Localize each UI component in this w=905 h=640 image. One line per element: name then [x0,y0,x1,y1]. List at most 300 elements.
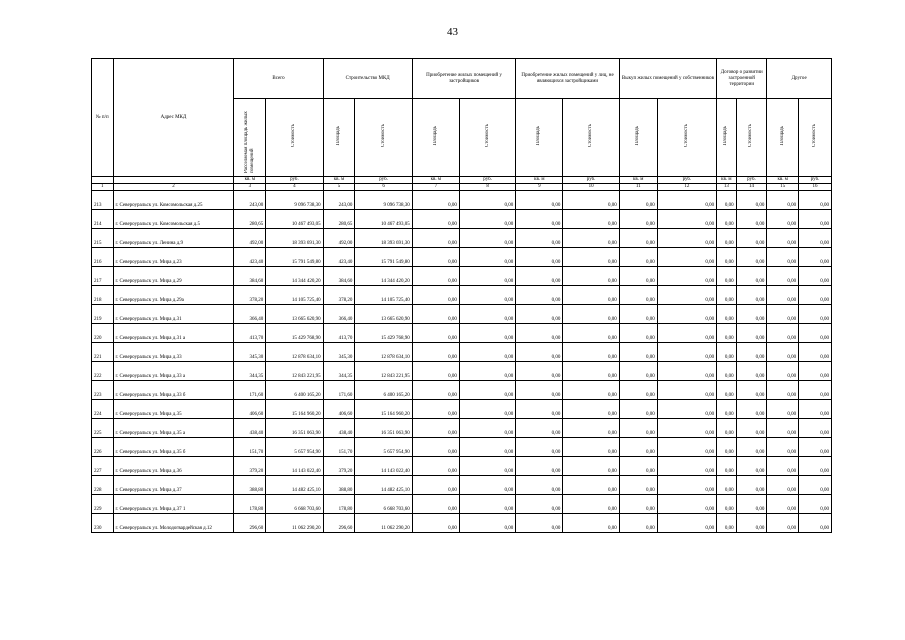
row-total-area: 151,70 [234,438,266,457]
row-zero-cost: 0,00 [736,362,767,381]
header-sub-2 [323,99,355,177]
row-total-cost: 14 143 022,40 [266,457,323,476]
row-zero-cost: 0,00 [657,514,716,533]
row-number: 224 [92,400,114,419]
header-address: Адрес МКД [113,59,234,177]
row-construction-area: 492,00 [323,229,355,248]
row-zero-area: 0,00 [717,267,736,286]
row-zero-cost: 0,00 [657,210,716,229]
row-zero-cost: 0,00 [657,362,716,381]
row-zero-area: 0,00 [412,229,459,248]
row-total-area: 423,40 [234,248,266,267]
row-zero-area: 0,00 [767,267,799,286]
row-zero-cost: 0,00 [563,400,619,419]
table-row [92,476,832,495]
row-construction-area: 280,65 [323,210,355,229]
row-total-area: 296,60 [234,514,266,533]
row-zero-cost: 0,00 [459,229,515,248]
header-sub-label: Площадь [536,126,542,146]
row-zero-cost: 0,00 [563,286,619,305]
row-zero-cost: 0,00 [657,438,716,457]
row-zero-area: 0,00 [767,362,799,381]
header-group-4: Выкуп жилых помещений у собственников [619,59,716,99]
table-row [92,324,832,343]
row-construction-area: 379,20 [323,457,355,476]
column-number: 4 [266,184,323,191]
row-construction-cost: 10 467 493,05 [355,210,412,229]
row-total-cost: 12 843 221,95 [266,362,323,381]
header-sub-3 [355,99,412,177]
row-address: г. Североуральск ул. Мира д.31 а [113,324,234,343]
table-row [92,305,832,324]
row-construction-cost: 12 878 634,10 [355,343,412,362]
row-construction-cost: 5 657 954,90 [355,438,412,457]
row-zero-cost: 0,00 [736,400,767,419]
row-zero-cost: 0,00 [563,343,619,362]
header-group-6: Другое [767,59,832,99]
row-construction-area: 388,80 [323,476,355,495]
unit-cell: кв. м [234,177,266,184]
header-sub-label: Стоимость [380,124,386,148]
header-sub-label: Площадь [723,126,729,146]
row-zero-cost: 0,00 [799,457,832,476]
unit-cell [113,177,234,184]
row-zero-area: 0,00 [516,191,563,210]
row-zero-area: 0,00 [717,476,736,495]
row-zero-cost: 0,00 [657,419,716,438]
row-zero-area: 0,00 [717,286,736,305]
row-zero-cost: 0,00 [799,286,832,305]
row-total-area: 280,65 [234,210,266,229]
row-zero-cost: 0,00 [459,419,515,438]
row-zero-area: 0,00 [412,324,459,343]
row-number: 213 [92,191,114,210]
row-zero-cost: 0,00 [459,191,515,210]
column-number: 3 [234,184,266,191]
row-construction-area: 406,60 [323,400,355,419]
row-zero-cost: 0,00 [563,191,619,210]
unit-cell: кв. м [767,177,799,184]
row-zero-area: 0,00 [717,457,736,476]
row-address: г. Североуральск ул. Мира д.35 а [113,419,234,438]
row-zero-area: 0,00 [767,400,799,419]
row-zero-cost: 0,00 [799,191,832,210]
row-zero-area: 0,00 [767,324,799,343]
row-zero-area: 0,00 [717,400,736,419]
unit-cell: руб. [563,177,619,184]
row-address: г. Североуральск ул. Комсомольская д.5 [113,210,234,229]
header-num: № п/п [92,59,114,177]
header-sub-7 [563,99,619,177]
header-sub-label: Стоимость [812,124,818,148]
row-zero-area: 0,00 [619,305,657,324]
row-zero-area: 0,00 [767,476,799,495]
row-total-area: 366,40 [234,305,266,324]
row-zero-area: 0,00 [619,191,657,210]
row-zero-area: 0,00 [717,438,736,457]
row-total-cost: 15 791 549,80 [266,248,323,267]
row-number: 218 [92,286,114,305]
row-zero-cost: 0,00 [736,343,767,362]
row-zero-area: 0,00 [767,438,799,457]
row-zero-cost: 0,00 [799,229,832,248]
column-number: 8 [459,184,515,191]
row-zero-cost: 0,00 [799,343,832,362]
row-zero-cost: 0,00 [657,229,716,248]
column-number: 5 [323,184,355,191]
row-zero-cost: 0,00 [459,343,515,362]
row-total-area: 171,60 [234,381,266,400]
row-zero-cost: 0,00 [563,362,619,381]
row-zero-cost: 0,00 [657,248,716,267]
unit-cell: руб. [736,177,767,184]
row-zero-cost: 0,00 [799,495,832,514]
row-total-area: 378,20 [234,286,266,305]
row-zero-cost: 0,00 [657,343,716,362]
row-zero-cost: 0,00 [799,305,832,324]
table-row [92,457,832,476]
row-number: 228 [92,476,114,495]
row-zero-cost: 0,00 [459,267,515,286]
table-row [92,343,832,362]
row-zero-cost: 0,00 [657,305,716,324]
header-sub-10 [717,99,736,177]
row-zero-area: 0,00 [619,514,657,533]
row-number: 217 [92,267,114,286]
row-zero-cost: 0,00 [657,476,716,495]
row-zero-area: 0,00 [717,305,736,324]
row-zero-cost: 0,00 [799,210,832,229]
row-address: г. Североуральск ул. Мира д.33 [113,343,234,362]
row-construction-area: 384,60 [323,267,355,286]
row-zero-area: 0,00 [516,267,563,286]
row-zero-cost: 0,00 [799,400,832,419]
unit-cell: кв. м [323,177,355,184]
row-zero-cost: 0,00 [563,438,619,457]
header-sub-label: Стоимость [291,124,297,148]
row-zero-cost: 0,00 [799,362,832,381]
header-group-3: Приобретение жилых помещений у лиц, не являющихся застройщиками [516,59,620,99]
row-construction-area: 438,40 [323,419,355,438]
row-zero-cost: 0,00 [563,495,619,514]
column-number: 12 [657,184,716,191]
row-zero-cost: 0,00 [459,305,515,324]
row-total-cost: 15 164 960,20 [266,400,323,419]
row-zero-cost: 0,00 [657,381,716,400]
row-total-cost: 14 482 425,10 [266,476,323,495]
row-zero-area: 0,00 [516,343,563,362]
row-zero-area: 0,00 [767,343,799,362]
row-zero-area: 0,00 [717,343,736,362]
row-address: г. Североуральск ул. Мира д.35 [113,400,234,419]
row-zero-area: 0,00 [767,286,799,305]
row-construction-area: 178,80 [323,495,355,514]
row-zero-area: 0,00 [717,210,736,229]
row-number: 221 [92,343,114,362]
row-zero-cost: 0,00 [736,495,767,514]
row-zero-cost: 0,00 [657,286,716,305]
row-construction-cost: 15 429 768,90 [355,324,412,343]
row-zero-cost: 0,00 [657,324,716,343]
row-zero-cost: 0,00 [657,400,716,419]
row-total-cost: 9 096 738,30 [266,191,323,210]
unit-cell: руб. [355,177,412,184]
row-zero-area: 0,00 [619,362,657,381]
row-zero-cost: 0,00 [563,324,619,343]
row-zero-area: 0,00 [412,438,459,457]
row-zero-cost: 0,00 [563,381,619,400]
row-zero-area: 0,00 [767,305,799,324]
header-sub-8 [619,99,657,177]
row-zero-cost: 0,00 [799,248,832,267]
row-zero-cost: 0,00 [563,457,619,476]
row-zero-area: 0,00 [516,419,563,438]
row-zero-cost: 0,00 [799,514,832,533]
row-number: 225 [92,419,114,438]
column-number: 9 [516,184,563,191]
row-construction-cost: 13 665 620,90 [355,305,412,324]
row-construction-cost: 16 351 063,90 [355,419,412,438]
row-zero-cost: 0,00 [736,324,767,343]
row-zero-area: 0,00 [516,495,563,514]
row-zero-area: 0,00 [516,305,563,324]
row-zero-cost: 0,00 [736,476,767,495]
row-total-cost: 6 400 165,20 [266,381,323,400]
table-row [92,400,832,419]
table-row [92,438,832,457]
row-address: г. Североуральск ул. Мира д.29а [113,286,234,305]
row-zero-area: 0,00 [412,495,459,514]
row-number: 214 [92,210,114,229]
row-total-area: 379,20 [234,457,266,476]
row-total-cost: 18 393 691,30 [266,229,323,248]
unit-cell: руб. [657,177,716,184]
row-zero-area: 0,00 [717,381,736,400]
row-zero-area: 0,00 [767,381,799,400]
header-sub-9 [657,99,716,177]
row-number: 223 [92,381,114,400]
row-construction-cost: 14 143 022,40 [355,457,412,476]
row-zero-area: 0,00 [767,419,799,438]
header-sub-label: Стоимость [588,124,594,148]
row-zero-area: 0,00 [717,191,736,210]
header-group-5: Договор о развитии застроенной территории [717,59,767,99]
row-construction-area: 151,70 [323,438,355,457]
row-zero-cost: 0,00 [459,514,515,533]
row-zero-cost: 0,00 [563,267,619,286]
row-address: г. Североуральск ул. Молодогвардейская д.12 [113,514,234,533]
row-zero-area: 0,00 [412,457,459,476]
row-zero-area: 0,00 [717,514,736,533]
resettlement-table [91,58,832,533]
header-sub-0 [234,99,266,177]
page-number: 43 [447,26,458,38]
row-construction-area: 378,20 [323,286,355,305]
row-zero-area: 0,00 [516,400,563,419]
row-address: г. Североуральск ул. Мира д.35 б [113,438,234,457]
unit-cell: руб. [459,177,515,184]
row-address: г. Североуральск ул. Мира д.29 [113,267,234,286]
row-zero-cost: 0,00 [657,457,716,476]
row-total-area: 344,35 [234,362,266,381]
row-zero-cost: 0,00 [736,191,767,210]
header-sub-label: Стоимость [683,124,689,148]
row-zero-area: 0,00 [412,191,459,210]
row-construction-cost: 14 482 425,10 [355,476,412,495]
column-number: 13 [717,184,736,191]
row-total-cost: 14 105 725,40 [266,286,323,305]
table-row [92,381,832,400]
row-zero-area: 0,00 [619,419,657,438]
row-number: 226 [92,438,114,457]
row-construction-cost: 18 393 691,30 [355,229,412,248]
table-row [92,267,832,286]
row-zero-cost: 0,00 [799,381,832,400]
header-sub-12 [767,99,799,177]
row-zero-cost: 0,00 [799,476,832,495]
row-zero-area: 0,00 [619,438,657,457]
row-address: г. Североуральск ул. Комсомольская д.25 [113,191,234,210]
row-zero-area: 0,00 [516,248,563,267]
row-total-area: 243,00 [234,191,266,210]
row-zero-cost: 0,00 [459,476,515,495]
header-sub-label: Площадь [779,126,785,146]
row-address: г. Североуральск ул. Ленина д.9 [113,229,234,248]
row-address: г. Североуральск ул. Мира д.37 [113,476,234,495]
row-zero-cost: 0,00 [459,495,515,514]
row-total-cost: 16 351 063,90 [266,419,323,438]
row-zero-cost: 0,00 [657,267,716,286]
row-total-cost: 13 665 620,90 [266,305,323,324]
row-zero-cost: 0,00 [657,191,716,210]
row-zero-area: 0,00 [412,514,459,533]
row-zero-area: 0,00 [619,267,657,286]
column-number: 15 [767,184,799,191]
column-number: 14 [736,184,767,191]
table-row [92,419,832,438]
row-zero-area: 0,00 [767,210,799,229]
row-address: г. Североуральск ул. Мира д.31 [113,305,234,324]
row-zero-area: 0,00 [516,324,563,343]
row-zero-area: 0,00 [717,324,736,343]
row-zero-cost: 0,00 [799,438,832,457]
row-zero-area: 0,00 [516,514,563,533]
row-zero-cost: 0,00 [563,419,619,438]
row-zero-cost: 0,00 [736,248,767,267]
row-number: 220 [92,324,114,343]
row-zero-cost: 0,00 [459,286,515,305]
row-zero-area: 0,00 [767,514,799,533]
row-zero-area: 0,00 [717,495,736,514]
row-zero-area: 0,00 [717,248,736,267]
header-sub-1 [266,99,323,177]
row-zero-cost: 0,00 [459,438,515,457]
row-address: г. Североуральск ул. Мира д.23 [113,248,234,267]
header-sub-13 [799,99,832,177]
column-number: 10 [563,184,619,191]
row-zero-area: 0,00 [516,476,563,495]
header-sub-label: Расселяемая площадь жилых помещений [243,111,255,173]
row-number: 227 [92,457,114,476]
row-zero-area: 0,00 [412,267,459,286]
row-total-area: 388,80 [234,476,266,495]
row-zero-area: 0,00 [619,210,657,229]
row-zero-area: 0,00 [412,343,459,362]
row-construction-area: 296,60 [323,514,355,533]
row-zero-area: 0,00 [412,419,459,438]
row-total-area: 492,00 [234,229,266,248]
row-zero-area: 0,00 [619,476,657,495]
row-total-cost: 6 668 703,60 [266,495,323,514]
row-construction-cost: 15 791 549,80 [355,248,412,267]
header-sub-label: Площадь [335,126,341,146]
row-construction-cost: 12 843 221,95 [355,362,412,381]
row-total-cost: 5 657 954,90 [266,438,323,457]
row-total-area: 406,60 [234,400,266,419]
header-sub-label: Площадь [635,126,641,146]
row-zero-area: 0,00 [619,229,657,248]
table-row [92,191,832,210]
row-construction-cost: 14 105 725,40 [355,286,412,305]
row-zero-area: 0,00 [516,229,563,248]
row-zero-area: 0,00 [412,381,459,400]
row-zero-cost: 0,00 [563,210,619,229]
row-zero-area: 0,00 [619,400,657,419]
row-total-area: 178,80 [234,495,266,514]
table-row [92,362,832,381]
unit-cell: руб. [266,177,323,184]
row-total-area: 345,30 [234,343,266,362]
header-group-0: Всего [234,59,323,99]
row-construction-area: 345,30 [323,343,355,362]
row-construction-cost: 6 668 703,60 [355,495,412,514]
row-construction-cost: 15 164 960,20 [355,400,412,419]
row-zero-area: 0,00 [767,191,799,210]
row-zero-area: 0,00 [516,381,563,400]
row-zero-cost: 0,00 [563,305,619,324]
column-number: 16 [799,184,832,191]
row-zero-area: 0,00 [412,286,459,305]
row-zero-area: 0,00 [412,362,459,381]
row-zero-area: 0,00 [516,362,563,381]
row-zero-cost: 0,00 [736,419,767,438]
row-zero-area: 0,00 [412,476,459,495]
row-zero-area: 0,00 [717,229,736,248]
row-zero-cost: 0,00 [459,362,515,381]
row-zero-area: 0,00 [767,248,799,267]
table-row [92,514,832,533]
row-zero-cost: 0,00 [563,229,619,248]
row-total-cost: 15 429 768,90 [266,324,323,343]
row-number: 229 [92,495,114,514]
row-total-cost: 14 344 420,20 [266,267,323,286]
row-construction-cost: 6 400 165,20 [355,381,412,400]
row-zero-area: 0,00 [516,210,563,229]
row-number: 216 [92,248,114,267]
row-zero-area: 0,00 [619,286,657,305]
row-zero-cost: 0,00 [736,305,767,324]
row-total-area: 413,70 [234,324,266,343]
row-zero-area: 0,00 [516,457,563,476]
row-zero-cost: 0,00 [459,210,515,229]
column-number: 2 [113,184,234,191]
table-row [92,210,832,229]
row-zero-cost: 0,00 [736,229,767,248]
header-sub-label: Стоимость [484,124,490,148]
header-group-2: Приобретение жилых помещений у застройщиков [412,59,516,99]
row-zero-area: 0,00 [516,438,563,457]
row-zero-cost: 0,00 [563,514,619,533]
